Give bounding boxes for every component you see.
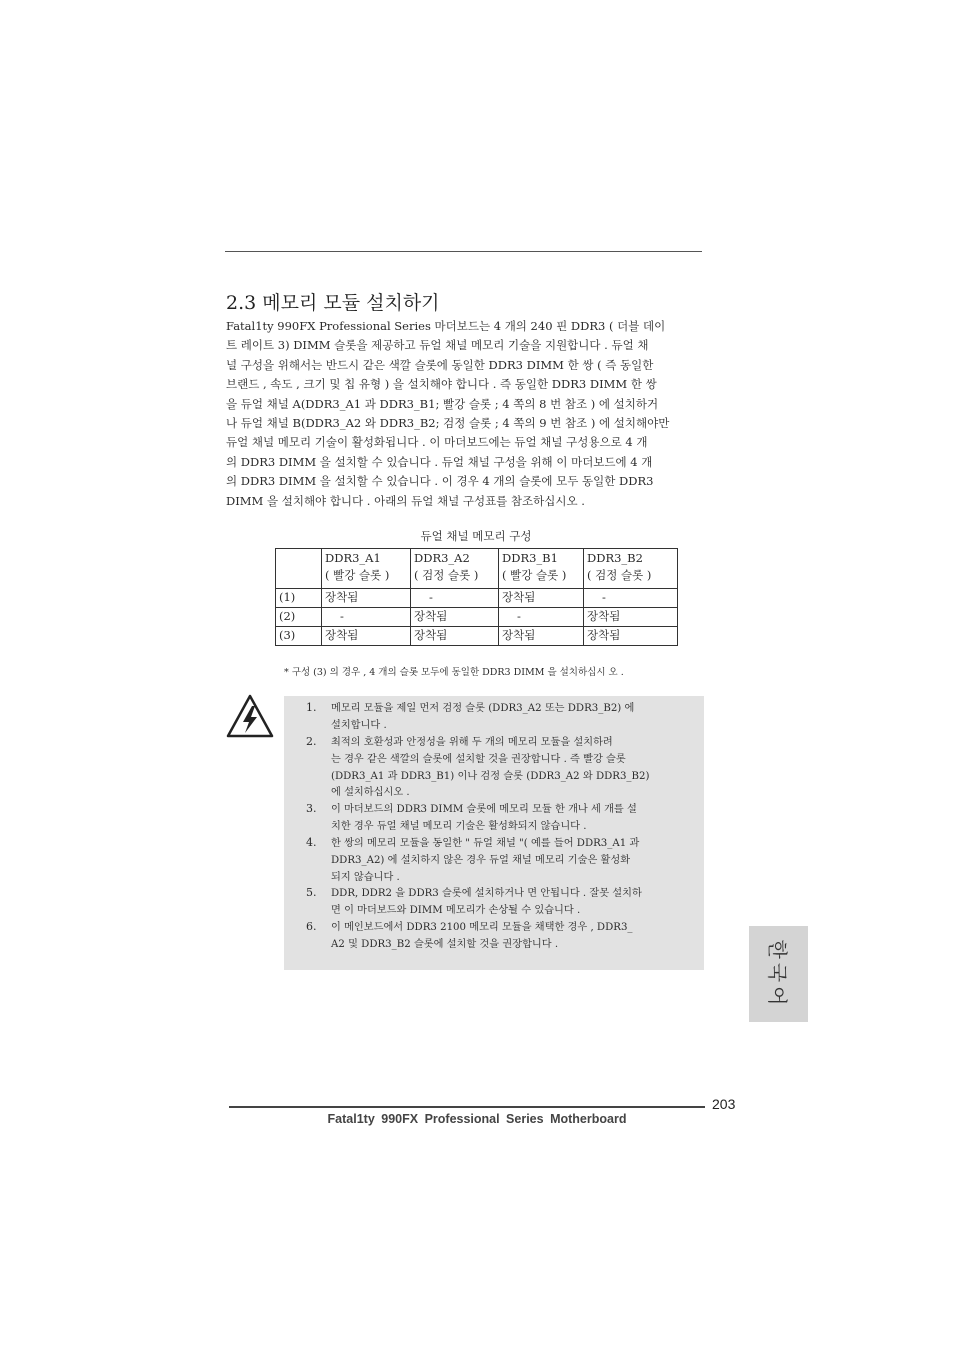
row-label: (3) bbox=[276, 627, 322, 646]
header-rule bbox=[225, 251, 702, 252]
table-cell: 장착됨 bbox=[499, 589, 584, 608]
table-header-row bbox=[276, 549, 678, 589]
table-cell: - bbox=[499, 608, 584, 627]
note-line: DDR, DDR2 을 DDR3 슬롯에 설치하거나 면 안됩니다 . 잘못 설치하 bbox=[331, 888, 642, 899]
note-line: 치한 경우 듀얼 채널 메모리 기술은 활성화되지 않습니다 . bbox=[331, 820, 587, 832]
note-number: 5. bbox=[306, 886, 317, 899]
side-tab-label: 한국어 bbox=[765, 939, 789, 1009]
table-cell: 장착됨 bbox=[584, 627, 678, 646]
note-line: 메모리 모듈을 제일 먼저 검정 슬롯 (DDR3_A2 또는 DDR3_B2) 에 bbox=[331, 703, 635, 714]
table-cell: 장착됨 bbox=[411, 627, 499, 646]
paragraph-line: Fatal1ty 990FX Professional Series 마더보드는 4 개의 240 핀 DDR3 ( 더블 데이 bbox=[226, 319, 666, 333]
paragraph-line: 나 듀얼 채널 B(DDR3_A2 와 DDR3_B2; 검정 슬롯 ; 4 쪽의 9 번 참조 ) 에 설치해야만 bbox=[226, 415, 670, 430]
note-number: 1. bbox=[306, 701, 317, 714]
footer-rule bbox=[229, 1106, 705, 1108]
lightning-warning-icon bbox=[225, 693, 275, 739]
note-line: 는 경우 같은 색깔의 슬롯에 설치할 것을 권장합니다 . 즉 빨강 슬롯 bbox=[331, 753, 626, 765]
note-line: 최적의 호환성과 안정성을 위해 두 개의 메모리 모듈을 설치하려 bbox=[331, 737, 613, 748]
table-cell: - bbox=[584, 589, 678, 608]
footer-title: Fatal1ty 990FX Professional Series Motherboard bbox=[327, 1112, 627, 1126]
language-side-tab bbox=[749, 926, 808, 1022]
note-number: 4. bbox=[306, 836, 317, 849]
paragraph-line: 의 DDR3 DIMM 을 설치할 수 있습니다 . 듀얼 채널 구성을 위해 이 마더보드에 4 개 bbox=[226, 454, 653, 469]
table-footnote: * 구성 (3) 의 경우 , 4 개의 슬롯 모두에 동일한 DDR3 DIMM 을 설치하십시 오 . bbox=[284, 667, 624, 678]
paragraph-line: 널 구성을 위해서는 반드시 같은 색깔 슬롯에 동일한 DDR3 DIMM 한 쌍 ( 즉 동일한 bbox=[226, 357, 654, 372]
slot-header-b1: DDR3_B1 ( 빨강 슬롯 ) bbox=[499, 549, 584, 589]
notes-box bbox=[284, 696, 704, 970]
table-cell: 장착됨 bbox=[322, 589, 411, 608]
paragraph-line: DIMM 을 설치해야 합니다 . 아래의 듀얼 채널 구성표를 참조하십시오 . bbox=[226, 493, 585, 508]
slot-header-a2: DDR3_A2 ( 검정 슬롯 ) bbox=[411, 549, 499, 589]
note-line: 되지 않습니다 . bbox=[331, 871, 400, 883]
slot-header-a1: DDR3_A1 ( 빨강 슬롯 ) bbox=[322, 549, 411, 589]
paragraph-line: 의 DDR3 DIMM 을 설치할 수 있습니다 . 이 경우 4 개의 슬롯에 모두 동일한 DDR3 bbox=[226, 474, 654, 489]
table-cell: 장착됨 bbox=[584, 608, 678, 627]
table-cell: 장착됨 bbox=[499, 627, 584, 646]
paragraph-line: 트 레이트 3) DIMM 슬롯을 제공하고 듀얼 채널 메모리 기술을 지원합니다 . 듀얼 채 bbox=[226, 338, 649, 353]
table-row bbox=[276, 608, 678, 627]
paragraph-line: 을 듀얼 채널 A(DDR3_A1 과 DDR3_B1; 빨강 슬롯 ; 4 쪽의 8 번 참조 ) 에 설치하거 bbox=[226, 396, 659, 411]
note-line: 이 메인보드에서 DDR3 2100 메모리 모듈을 채택한 경우 , DDR3_ bbox=[331, 922, 633, 933]
table-row bbox=[276, 589, 678, 608]
note-line: DDR3_A2) 에 설치하지 않은 경우 듀얼 채널 메모리 기술은 활성화 bbox=[331, 854, 631, 866]
row-label: (2) bbox=[276, 608, 322, 627]
note-line: 한 쌍의 메모리 모듈을 동일한 " 듀얼 채널 "( 예를 들어 DDR3_A1 과 bbox=[331, 838, 640, 849]
table-cell: - bbox=[411, 589, 499, 608]
paragraph-line: 브랜드 , 속도 , 크기 및 칩 유형 ) 을 설치해야 합니다 . 즉 동일한 DDR3 DIMM 한 쌍 bbox=[226, 377, 657, 392]
note-number: 6. bbox=[306, 920, 317, 933]
table-cell: 장착됨 bbox=[411, 608, 499, 627]
table-row bbox=[276, 627, 678, 646]
section-title: 2.3 메모리 모듈 설치하기 bbox=[226, 292, 440, 314]
dual-channel-config-table bbox=[275, 548, 678, 646]
table-cell: - bbox=[322, 608, 411, 627]
paragraph-line: 듀얼 채널 메모리 기술이 활성화됩니다 . 이 마더보드에는 듀얼 채널 구성용으로 4 개 bbox=[226, 435, 648, 450]
note-line: 설치합니다 . bbox=[331, 719, 387, 731]
slot-header-b2: DDR3_B2 ( 검정 슬롯 ) bbox=[584, 549, 678, 589]
intro-paragraph bbox=[226, 317, 704, 511]
note-line: 면 이 마더보드와 DIMM 메모리가 손상될 수 있습니다 . bbox=[331, 904, 581, 916]
note-line: A2 및 DDR3_B2 슬롯에 설치할 것을 권장합니다 . bbox=[331, 938, 559, 950]
note-line: (DDR3_A1 과 DDR3_B1) 이나 검정 슬롯 (DDR3_A2 와 DDR3_B2) bbox=[331, 770, 650, 782]
table-corner-cell bbox=[276, 549, 322, 589]
row-label: (1) bbox=[276, 589, 322, 608]
note-number: 2. bbox=[306, 735, 317, 748]
table-caption: 듀얼 채널 메모리 구성 bbox=[420, 529, 532, 543]
table-cell: 장착됨 bbox=[322, 627, 411, 646]
note-line: 이 마더보드의 DDR3 DIMM 슬롯에 메모리 모듈 한 개나 세 개를 설 bbox=[331, 804, 637, 815]
note-line: 에 설치하십시오 . bbox=[331, 787, 410, 799]
page-number: 203 bbox=[712, 1096, 736, 1112]
note-number: 3. bbox=[306, 802, 317, 815]
